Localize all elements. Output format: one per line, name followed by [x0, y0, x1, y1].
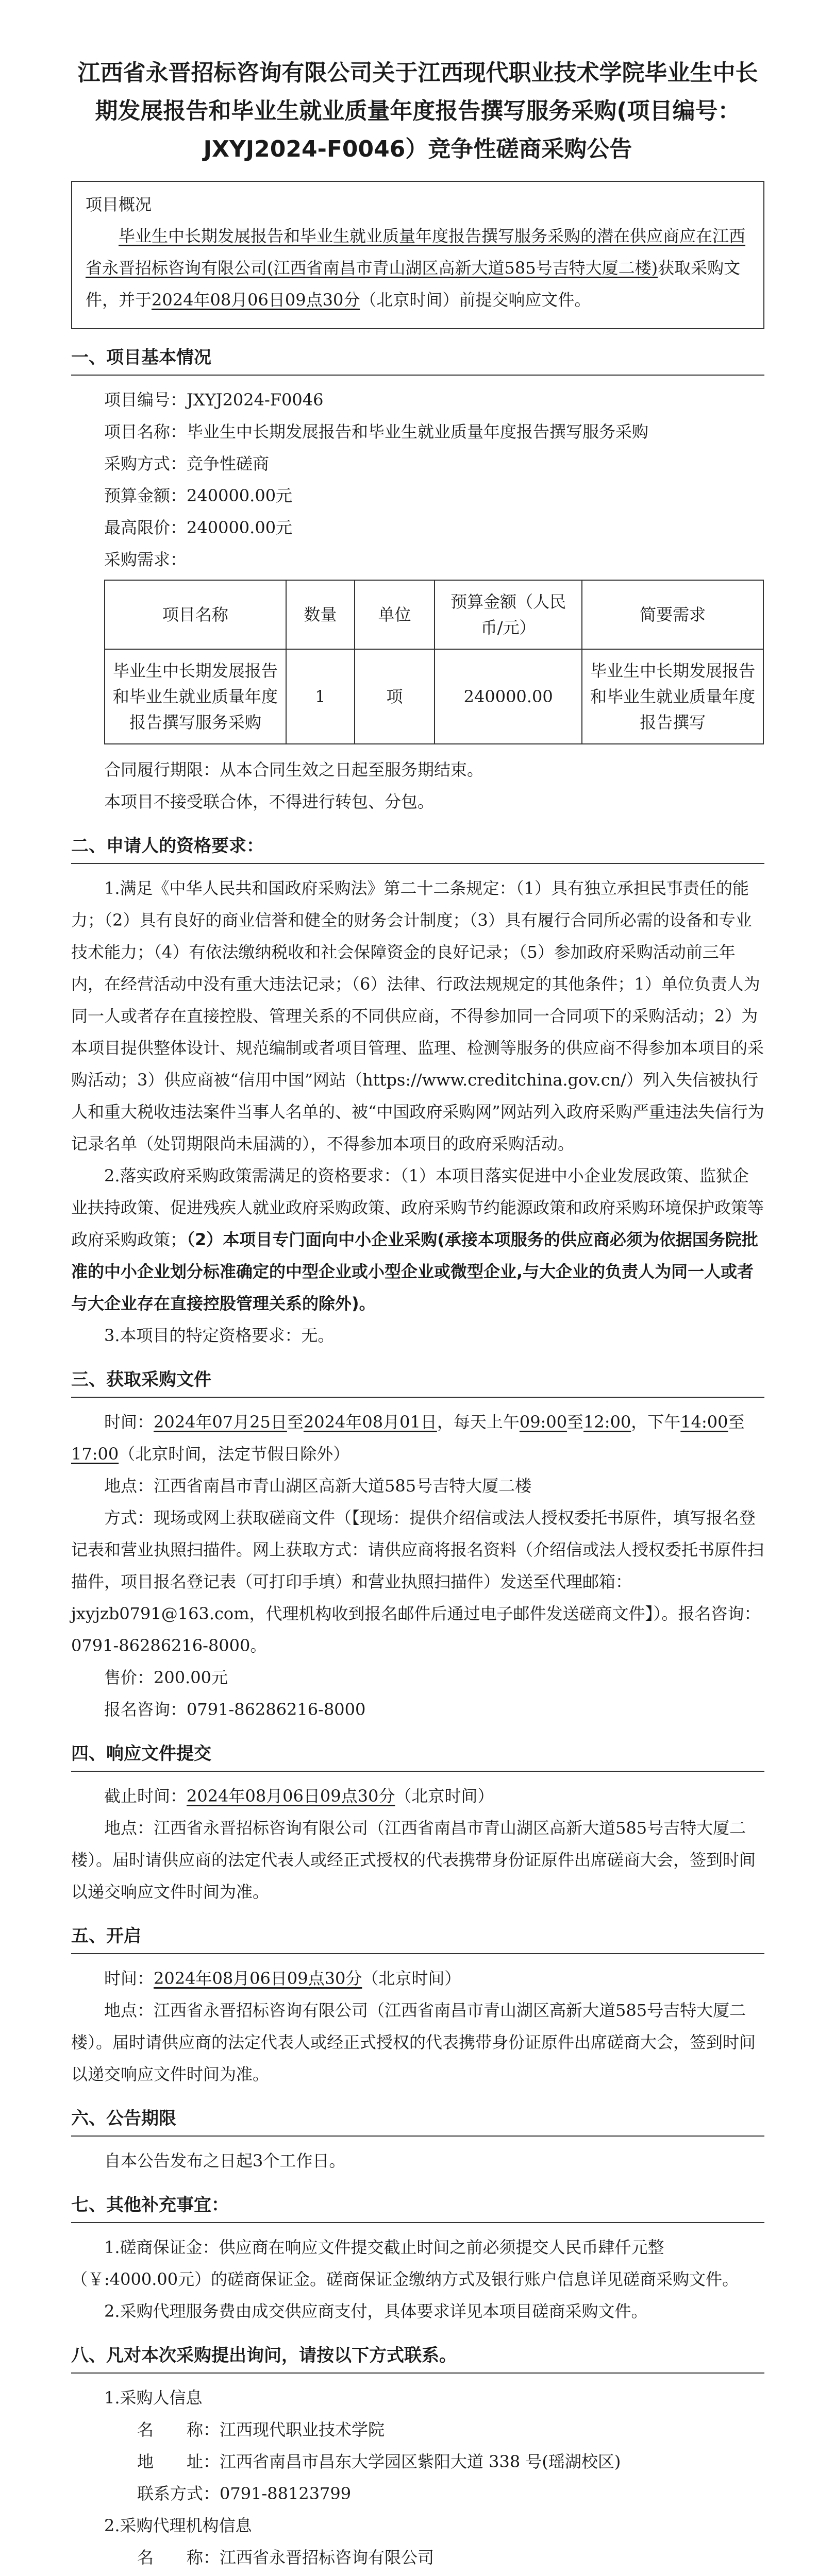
opening-time: [71, 1962, 764, 1994]
procurement-needs-label: 采购需求：: [104, 550, 187, 569]
obtain-am-start: 09:00: [519, 1412, 567, 1432]
obtain-time: 时间：2024年07月25日至2024年08月01日，每天上午09:00至12:00，下午14:00至17:00（北京时间，法定节假日除外）: [71, 1412, 745, 1464]
qualification-item-2-text: 2.落实政府采购政策需满足的资格要求：（1）本项目落实促进中小企业发展政策、监狱企业扶持政策、促进残疾人就业政府采购政策、政府采购节约能源政策和政府采购环境保护政策等政府采购政策；: [71, 1166, 764, 1249]
qualification-item-2: [71, 1160, 764, 1319]
submission-place: 地点：江西省永晋招标咨询有限公司（江西省南昌市青山湖区高新大道585号吉特大厦二楼）。届时请供应商的法定代表人或经正式授权的代表携带身份证原件出席磋商大会，签到时间以递交响应文件时间为准。: [71, 1818, 756, 1902]
overview-text: [86, 220, 750, 316]
table-header-cell: 简要需求: [582, 580, 763, 649]
table-header-cell: 项目名称: [105, 580, 286, 649]
obtain-price: 售价：200.00元: [104, 1668, 228, 1687]
overview-text-part3: （北京时间）前提交响应文件。: [360, 290, 591, 310]
table-cell: 项: [355, 649, 435, 744]
submission-deadline: [71, 1780, 764, 1812]
other-item-2: 2.采购代理服务费由成交供应商支付，具体要求详见本项目磋商采购文件。: [104, 2301, 648, 2321]
purchaser-phone: 联系方式：0791-88123799: [137, 2484, 352, 2503]
overview-text-part1: 毕业生中长期发展报告和毕业生就业质量年度报告撰写服务采购的潜在供应商应在: [119, 226, 713, 246]
submission-deadline-time: 2024年08月06日09点30分: [187, 1786, 395, 1806]
no-consortium-note: 本项目不接受联合体，不得进行转包、分包。: [104, 792, 435, 811]
agency-name: 名 称：江西省永晋招标咨询有限公司: [137, 2548, 435, 2567]
table-cell: 毕业生中长期发展报告和毕业生就业质量年度报告撰写服务采购: [105, 649, 286, 744]
agency-info-heading: 2.采购代理机构信息: [104, 2516, 252, 2535]
contract-period: 合同履行期限：从本合同生效之日起至服务期结束。: [104, 760, 484, 779]
section-submission-heading: 四、响应文件提交: [71, 1739, 764, 1772]
section-contact-heading: 八、凡对本次采购提出询问，请按以下方式联系。: [71, 2341, 764, 2374]
overview-heading: 项目概况: [86, 195, 152, 214]
other-item-1: 1.磋商保证金：供应商在响应文件提交截止时间之前必须提交人民币肆仟元整（￥:4000.00元）的磋商保证金。磋商保证金缴纳方式及银行账户信息详见磋商采购文件。: [71, 2238, 739, 2289]
announcement-page: [71, 54, 764, 2576]
budget-amount: 预算金额：240000.00元: [104, 486, 293, 505]
overview-agency-link[interactable]: 江西省永晋招标咨询有限公司(江西省南昌市青山湖区高新大道585号吉特大厦二楼): [86, 226, 746, 278]
section-basic-info-heading: 一、项目基本情况: [71, 343, 764, 376]
table-cell: 240000.00: [435, 649, 582, 744]
announcement-title: 江西省永晋招标咨询有限公司关于江西现代职业技术学院毕业生中长期发展报告和毕业生就业质量年度报告撰写服务采购(项目编号：JXYJ2024-F0046）竞争性磋商采购公告: [77, 60, 758, 162]
obtain-pm-start: 14:00: [680, 1412, 728, 1432]
table-cell: 毕业生中长期发展报告和毕业生就业质量年度报告撰写: [582, 649, 763, 744]
project-number: 项目编号：JXYJ2024-F0046: [104, 390, 324, 410]
section-opening-heading: 五、开启: [71, 1921, 764, 1954]
obtain-daily: ，每天上午: [437, 1412, 520, 1432]
purchaser-name: 名 称：江西现代职业技术学院: [137, 2420, 385, 2439]
obtain-end-date: 2024年08月01日: [303, 1412, 437, 1432]
section-obtain-docs-heading: 三、获取采购文件: [71, 1365, 764, 1398]
obtain-method: 方式：现场或网上获取磋商文件（【现场：提供介绍信或法人授权委托书原件，填写报名登记表和营业执照扫描件。网上获取方式：请供应商将报名资料（介绍信或法人授权委托书原件扫描件，项目报名登记表（可打印手填）和营业执照扫描件）发送至代理邮箱：jxyjzb0791@163.com，代理机构收到报名邮件后通过电子邮件发送磋商文件】）。报名咨询：0791-86286216-8000。: [71, 1508, 764, 1655]
obtain-am-end: 12:00: [583, 1412, 631, 1432]
table-row: [105, 649, 763, 744]
obtain-time-label: 时间：: [104, 1412, 154, 1432]
obtain-start-date: 2024年07月25日: [154, 1412, 287, 1432]
table-header-cell: 数量: [286, 580, 355, 649]
overview-text-part2: 获取采购文件，并于: [86, 258, 741, 310]
project-name: 项目名称：毕业生中长期发展报告和毕业生就业质量年度报告撰写服务采购: [104, 422, 649, 442]
section-qualification-heading: 二、申请人的资格要求：: [71, 831, 764, 864]
qualification-item-1: 1.满足《中华人民共和国政府采购法》第二十二条规定：（1）具有独立承担民事责任的能力；（2）具有良好的商业信誉和健全的财务会计制度；（3）具有履行合同所必需的设备和专业技术能力；（4）有依法缴纳税收和社会保障资金的良好记录；（5）参加政府采购活动前三年内，在经营活动中没有重大违法记录；（6）法律、行政法规规定的其他条件；1）单位负责人为同一人或者存在直接控股、管理关系的不同供应商，不得参加同一合同项下的采购活动；2）为本项目提供整体设计、规范编制或者项目管理、监理、检测等服务的供应商不得参加本项目的采购活动；3）供应商被“信用中国”网站（https://www.creditchina.gov.cn/）列入失信被执行人和重大税收违法案件当事人名单的、被“中国政府采购网”网站列入政府采购严重违法失信行为记录名单（处罚期限尚未届满的），不得参加本项目的政府采购活动。: [71, 878, 764, 1154]
requirements-table: [104, 580, 764, 744]
table-header-cell: 单位: [355, 580, 435, 649]
opening-time-label: 时间：: [104, 1969, 154, 1988]
agency-address: [71, 2573, 764, 2576]
obtain-consult: 报名咨询：0791-86286216-8000: [104, 1700, 366, 1719]
qualification-item-2-bold: （2）本项目专门面向中小企业采购(承接本项服务的供应商必须为依据国务院批准的中小企业划分标准确定的中型企业或小型企业或微型企业,与大企业的负责人为同一人或者与大企业存在直接控股管理关系的除外)。: [71, 1230, 758, 1313]
table-header-cell: 预算金额（人民币/元）: [435, 580, 582, 649]
obtain-note: （北京时间，法定节假日除外）: [119, 1444, 350, 1464]
submission-deadline-label: 截止时间：: [104, 1786, 187, 1806]
section-notice-period-heading: 六、公告期限: [71, 2104, 764, 2137]
max-price: 最高限价：240000.00元: [104, 518, 293, 537]
overview-deadline: 2024年08月06日09点30分: [152, 290, 360, 310]
submission-deadline-suffix: （北京时间）: [395, 1786, 494, 1806]
opening-time-value: 2024年08月06日09点30分: [154, 1969, 362, 1988]
obtain-to: 至: [287, 1412, 304, 1432]
purchaser-info-heading: 1.采购人信息: [104, 2388, 203, 2408]
table-cell: 1: [286, 649, 355, 744]
section-other-heading: 七、其他补充事宜：: [71, 2190, 764, 2223]
opening-time-suffix: （北京时间）: [362, 1969, 461, 1988]
obtain-pm: ，下午: [631, 1412, 681, 1432]
purchaser-address: 地 址：江西省南昌市昌东大学园区紫阳大道 338 号(瑶湖校区): [137, 2452, 621, 2471]
notice-period-text: 自本公告发布之日起3个工作日。: [104, 2151, 346, 2171]
opening-place: 地点：江西省永晋招标咨询有限公司（江西省南昌市青山湖区高新大道585号吉特大厦二楼）。届时请供应商的法定代表人或经正式授权的代表携带身份证原件出席磋商大会，签到时间以递交响应文件时间为准。: [71, 2001, 756, 2084]
project-overview-box: [71, 181, 764, 329]
obtain-pm-end: 17:00: [71, 1444, 119, 1464]
table-header-row: [105, 580, 763, 649]
qualification-item-3: 3.本项目的特定资格要求：无。: [104, 1326, 335, 1345]
obtain-place: 地点：江西省南昌市青山湖区高新大道585号吉特大厦二楼: [104, 1476, 532, 1496]
procurement-method: 采购方式：竞争性磋商: [104, 454, 270, 473]
